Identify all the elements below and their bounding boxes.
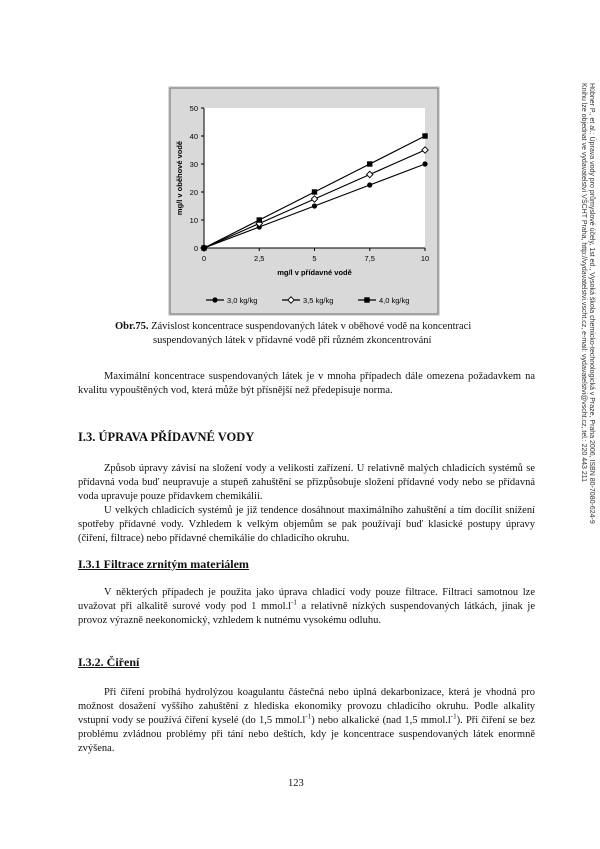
y-tick-label: 40 xyxy=(189,132,198,141)
paragraph-max-concentration: Maximální koncentrace suspendovaných látek je v mnoha případech dále omezena požadavkem na kvalitu vypouštěných vod, která může být přísnější než předepisuje norma. xyxy=(78,371,535,396)
x-axis-label: mg/l v přídavné vodě xyxy=(277,268,352,277)
data-point-series-3 xyxy=(201,245,206,250)
data-point-series-1 xyxy=(422,161,427,166)
x-tick-label: 5 xyxy=(312,254,317,263)
subsection-clarification-text: Při čiření probíhá hydrolýzou koagulantu částečná nebo úplná dekarbonizace, která je vhodná pro možnost dosažení vyššího zahuštění z hlediska ekonomiky provozu chladicího okruhu. Podle alkality vstupní vody se používá čiření kyselé (do 1,5 $mmol.l^{-1}$) nebo alkalické (nad 1,5 $mmol.l^{-1}$). Při čiření se bez problému zvládnou problémy při tání nebo deštích, kdy je koncentrace suspendovaných látek enormně zvýšena. xyxy=(78,687,535,754)
side-copyright-note xyxy=(580,83,597,603)
data-point-series-3 xyxy=(257,217,262,222)
subsection-filtration-title: I.3.1 Filtrace zrnitým materiálem xyxy=(78,557,249,571)
x-tick-label: 2,5 xyxy=(254,254,265,263)
legend-marker-3 xyxy=(364,297,369,302)
data-point-series-3 xyxy=(312,189,317,194)
page-number: 123 xyxy=(288,778,304,789)
data-point-series-1 xyxy=(312,203,317,208)
legend-label-2: 3,5 kg/kg xyxy=(303,296,334,305)
legend-label-1: 3,0 kg/kg xyxy=(227,296,258,305)
data-point-series-3 xyxy=(422,133,427,138)
y-tick-label: 50 xyxy=(189,104,198,113)
caption-label: Obr.75. xyxy=(115,321,149,332)
subsection-filtration-text: V některých případech je použita jako úprava chladicí vody pouze filtrace. Filtraci samotnou lze uvažovat při alkalitě surové vody pod 1 $mmol.l^{-1}$ a relativně nízkých suspendovaných látkách, jinak je provoz výrazně neekonomický, vzhledem k nutnému vysokému odluhu. xyxy=(78,587,536,626)
section-title: I.3. ÚPRAVA PŘÍDAVNÉ VODY xyxy=(78,430,255,444)
chart-figure xyxy=(168,86,440,316)
legend-label-3: 4,0 kg/kg xyxy=(379,296,410,305)
section-paragraph-2: U velkých chladicích systémů je již tendence dosáhnout maximálního zahuštění a tím docílit snížení spotřeby přídavné vody. Vzhledem k velkým objemům se pak používají buď klasické postupy úpravy (čiření, filtrace) nebo přídavné chemikálie do chladicího okruhu. xyxy=(78,505,535,544)
section-paragraph-1: Způsob úpravy závisí na složení vody a velikosti zařízení. U relativně malých chladicích systémů se přídavná voda buď neupravuje a stupeň zahuštění se přizpůsobuje složení přídavné vody nebo se přídavná voda upravuje pouze přídavkem chemikálií. xyxy=(78,463,535,502)
caption-text-2: suspendovaných látek v přídavné vodě při různém zkoncentrování xyxy=(153,335,432,346)
x-tick-label: 0 xyxy=(201,254,207,263)
side-note-line2: Knihu lze objednat ve vydavatelství VŠCHT Praha, http://vydavatelstvi.vscht.cz, e-mail: vydavatelstvi@vscht.cz, tel.: 220 443 211 xyxy=(580,83,587,483)
figure-caption xyxy=(115,320,535,348)
data-point-series-1 xyxy=(367,182,372,187)
caption-text-1: Závislost koncentrace suspendovaných látek v oběhové vodě na koncentraci xyxy=(148,321,472,332)
y-tick-label: 10 xyxy=(189,216,198,225)
side-note-line1: Hübner P., et al.: Úprava vody pro průmyslové účely, 1st ed., Vysoká škola chemicko-technologická v Praze, Praha 2006, ISBN 80-7080-624-9 xyxy=(588,83,595,524)
x-tick-label: 7,5 xyxy=(364,254,375,263)
chart-svg xyxy=(168,86,440,316)
y-tick-label: 30 xyxy=(189,160,198,169)
data-point-series-3 xyxy=(367,161,372,166)
subsection-clarification-title: I.3.2. Čiření xyxy=(78,655,140,669)
plot-area xyxy=(204,108,425,248)
y-axis-label: mg/l v oběhové vodě xyxy=(175,140,184,216)
x-tick-label: 10 xyxy=(420,254,430,263)
y-tick-label: 0 xyxy=(193,244,198,253)
legend-marker-1 xyxy=(212,297,217,302)
y-tick-label: 20 xyxy=(189,188,198,197)
